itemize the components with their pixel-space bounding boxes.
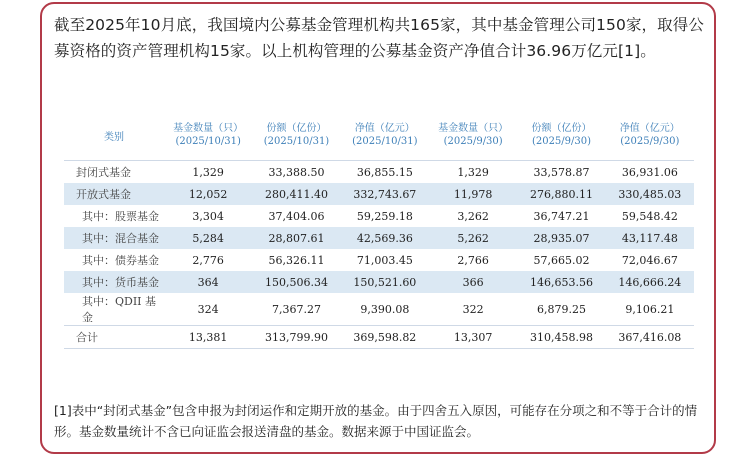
subheader-shares-oct: (2025/10/31)	[252, 134, 340, 161]
table-cell: 5,284	[164, 227, 252, 249]
table-row	[64, 227, 694, 249]
table-cell: 150,521.60	[341, 271, 429, 293]
table-cell: 13,381	[164, 326, 252, 349]
table-row	[64, 161, 694, 184]
subheader-nav-sep: (2025/9/30)	[606, 134, 694, 161]
table-cell: 5,262	[429, 227, 517, 249]
subheader-shares-sep: (2025/9/30)	[517, 134, 605, 161]
table-header-row	[64, 110, 694, 134]
row-category-cell: 合计	[64, 326, 164, 349]
table-cell: 7,367.27	[272, 302, 321, 316]
subheader-nav-oct: (2025/10/31)	[341, 134, 429, 161]
subheader-count-oct: (2025/10/31)	[164, 134, 252, 161]
table-cell: 310,458.98	[517, 326, 605, 349]
table-cell: 28,807.61	[252, 227, 340, 249]
table-cell: 43,117.48	[606, 227, 694, 249]
table-row	[64, 205, 694, 227]
header-count-sep: 基金数量（只）	[438, 123, 509, 134]
table-cell: 59,548.42	[621, 209, 678, 223]
row-category-cell: 其中：债券基金	[82, 254, 159, 267]
table-row	[64, 326, 694, 349]
table-cell: 59,259.18	[356, 209, 413, 223]
table-cell: 146,653.56	[517, 271, 605, 293]
table-cell: 330,485.03	[606, 183, 694, 205]
table-row	[64, 293, 694, 326]
footnote: [1]表中“封闭式基金”包含申报为封闭运作和定期开放的基金。由于四舍五入原因，可能存在分项之和不等于合计的情形。基金数量统计不含已向证监会报送清盘的基金。数据来源于中国证监会。	[54, 403, 698, 439]
row-category-cell: 其中：货币基金	[64, 271, 164, 293]
intro-paragraph: 截至2025年10月底，我国境内公募基金管理机构共165家，其中基金管理公司150家，取得公募资格的资产管理机构15家。以上机构管理的公募基金资产净值合计36.96万亿元[1]。	[54, 16, 704, 60]
header-count-oct: 基金数量（只）	[173, 123, 244, 134]
table-cell: 28,935.07	[517, 227, 605, 249]
table-cell: 146,666.24	[606, 271, 694, 293]
header-shares-sep: 份额（亿份）	[531, 123, 592, 134]
table-cell: 12,052	[164, 183, 252, 205]
table-cell: 72,046.67	[621, 253, 678, 267]
table-cell: 71,003.45	[356, 253, 413, 267]
table-cell: 42,569.36	[341, 227, 429, 249]
table-cell: 150,506.34	[252, 271, 340, 293]
fund-statistics-table	[64, 110, 694, 349]
row-category-cell: 其中：股票基金	[82, 210, 159, 223]
table-cell: 3,262	[457, 209, 489, 223]
table-cell: 324	[197, 302, 219, 316]
table-cell: 364	[164, 271, 252, 293]
table-cell: 36,931.06	[621, 165, 678, 179]
header-shares-oct: 份额（亿份）	[266, 123, 327, 134]
table-cell: 36,855.15	[356, 165, 413, 179]
subheader-count-sep: (2025/9/30)	[429, 134, 517, 161]
table-cell: 1,329	[192, 165, 224, 179]
header-nav-sep: 净值（亿元）	[619, 123, 680, 134]
table-cell: 57,665.02	[533, 253, 590, 267]
header-nav-oct: 净值（亿元）	[354, 123, 415, 134]
table-row	[64, 271, 694, 293]
row-category-cell: 开放式基金	[64, 183, 164, 205]
table-cell: 9,106.21	[625, 302, 675, 316]
table-cell: 56,326.11	[268, 253, 325, 267]
table-cell: 2,776	[192, 253, 224, 267]
table-cell: 313,799.90	[252, 326, 340, 349]
table-cell: 37,404.06	[268, 209, 325, 223]
table-cell: 369,598.82	[341, 326, 429, 349]
table-cell: 276,880.11	[517, 183, 605, 205]
table-cell: 280,411.40	[252, 183, 340, 205]
table-cell: 3,304	[192, 209, 224, 223]
table-cell: 1,329	[457, 165, 489, 179]
table-row	[64, 249, 694, 271]
table-cell: 33,578.87	[533, 165, 590, 179]
table-cell: 367,416.08	[606, 326, 694, 349]
table-cell: 6,879.25	[536, 302, 586, 316]
table-cell: 2,766	[457, 253, 489, 267]
row-category-cell: 其中：QDII 基金	[82, 295, 157, 324]
table-cell: 11,978	[429, 183, 517, 205]
table-cell: 9,390.08	[360, 302, 410, 316]
row-category-cell: 封闭式基金	[76, 166, 131, 179]
table-cell: 13,307	[429, 326, 517, 349]
table-row	[64, 183, 694, 205]
fund-statistics-table-container	[64, 110, 694, 386]
table-cell: 366	[429, 271, 517, 293]
table-cell: 322	[462, 302, 484, 316]
header-category: 类别	[64, 110, 164, 161]
content-card	[40, 2, 716, 454]
table-cell: 332,743.67	[341, 183, 429, 205]
table-cell: 33,388.50	[268, 165, 325, 179]
row-category-cell: 其中：混合基金	[64, 227, 164, 249]
table-cell: 36,747.21	[533, 209, 590, 223]
